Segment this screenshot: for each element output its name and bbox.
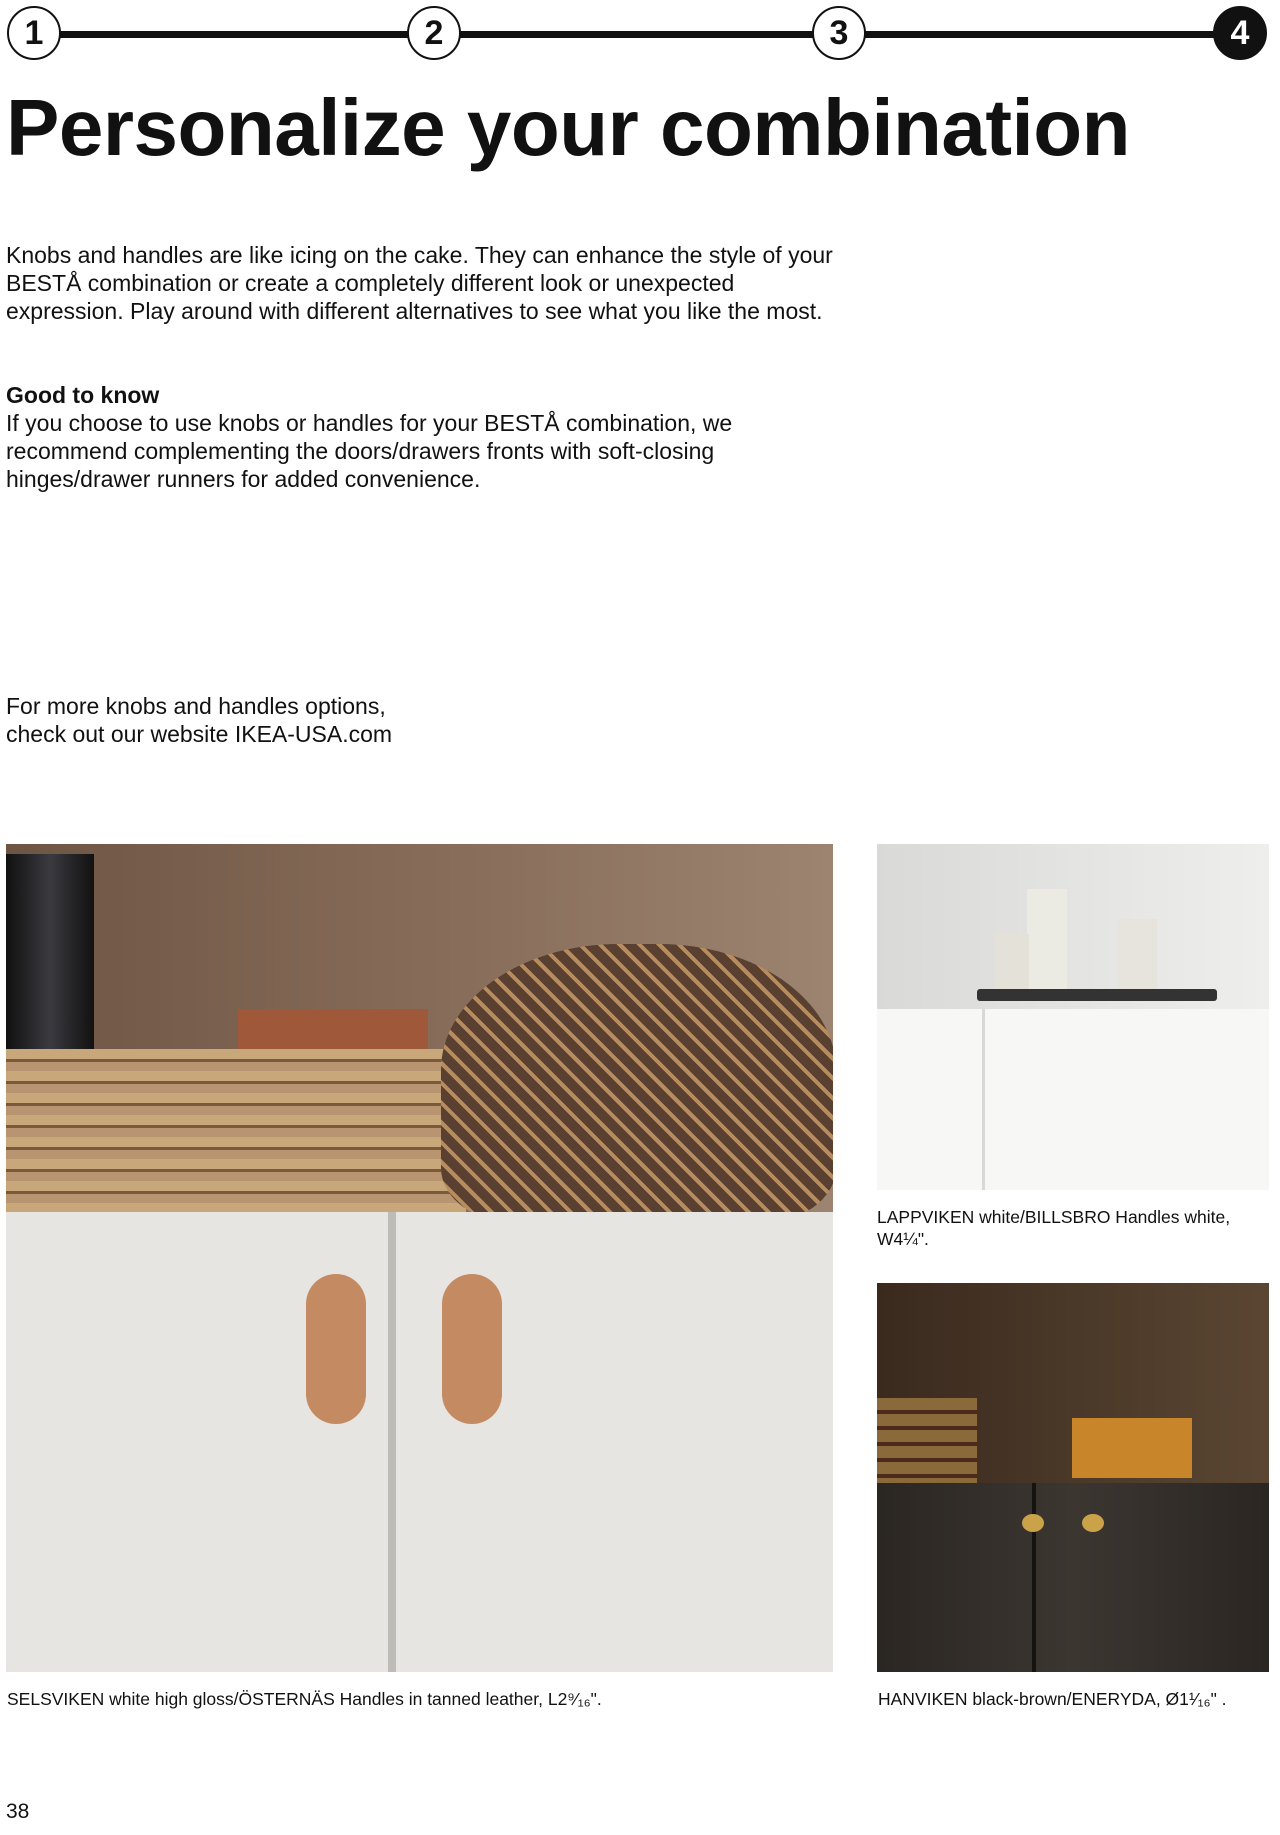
page-number: 38: [6, 1800, 30, 1823]
more-options-text: [6, 692, 846, 748]
hanviken-caption: HANVIKEN black-brown/ENERYDA, Ø1¹⁄₁₆" .: [878, 1689, 1227, 1709]
step-2: 2: [407, 6, 461, 60]
good-to-know-section: [6, 381, 806, 493]
step-1: 1: [7, 6, 61, 60]
step-3: 3: [812, 6, 866, 60]
page-title: Personalize your combination: [6, 83, 1131, 172]
lappviken-caption: LAPPVIKEN white/BILLSBRO Handles white, W4¼".: [877, 1207, 1231, 1249]
selsviken-osternas-photo: [6, 844, 833, 1672]
brass-knob: [1022, 1514, 1044, 1532]
leather-handle: [442, 1274, 502, 1424]
website-link[interactable]: check out our website IKEA-USA.com: [6, 721, 393, 747]
good-to-know-heading: Good to know: [6, 382, 160, 408]
intro-text: Knobs and handles are like icing on the cake. They can enhance the style of your BESTÅ combination or create a completely different look or unexpected expression. Play around with different alternatives to see what you like the most.: [6, 242, 833, 324]
stepper-line: [34, 31, 1240, 38]
lappviken-billsbro-photo: [877, 844, 1269, 1190]
step-4-current: 4: [1213, 6, 1267, 60]
brass-knob: [1082, 1514, 1104, 1532]
progress-stepper: [0, 0, 1280, 70]
hanviken-eneryda-photo: [877, 1283, 1269, 1672]
selsviken-caption: SELSVIKEN white high gloss/ÖSTERNÄS Handles in tanned leather, L2⁹⁄₁₆".: [7, 1689, 602, 1709]
leather-handle: [306, 1274, 366, 1424]
good-to-know-body: If you choose to use knobs or handles for your BESTÅ combination, we recommend complementing the doors/drawers fronts with soft-closing hinges/drawer runners for added convenience.: [6, 410, 733, 492]
more-options-line: For more knobs and handles options,: [6, 693, 386, 719]
